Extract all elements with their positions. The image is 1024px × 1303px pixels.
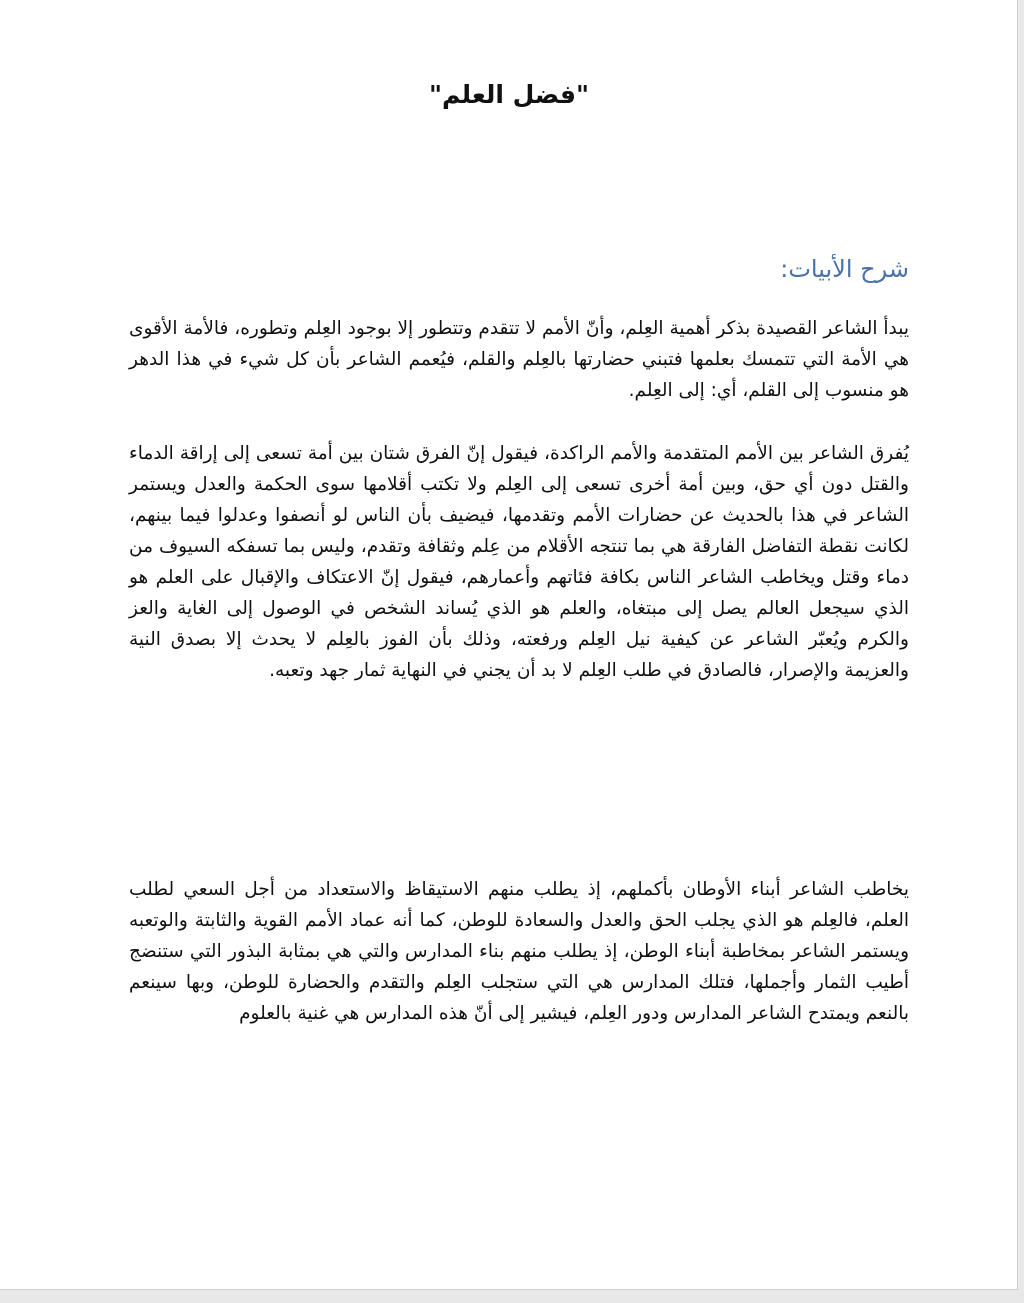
paragraph-3: يخاطب الشاعر أبناء الأوطان بأكملهم، إذ يطلب منهم الاستيقاظ والاستعداد من أجل السعي لطلب العلم، فالعِلم هو الذي يجلب الحق والعدل والسعادة للوطن، كما أنه عماد الأمم القوية والثابتة والوتعبه ويستمر الشاعر بمخاطبة أبناء الوطن، إذ يطلب منهم بناء المدارس والتي هي بمثابة البذور التي ستنضج أطيب الثمار وأجملها، فتلك المدارس هي التي ستجلب العِلم والتقدم والحضارة للوطن، وبها سينعم بالنعم ويمتدح الشاعر المدارس ودور العِلم، فيشير إلى أنّ هذه المدارس هي غنية بالعلوم [129, 879, 909, 1024]
page-title: "فضل العلم" [429, 80, 589, 109]
paragraph-2: يُفرق الشاعر بين الأمم المتقدمة والأمم الراكدة، فيقول إنّ الفرق شتان بين أمة تسعى إلى إراقة الدماء والقتل دون أي حق، وبين أمة أخرى تسعى إلى العِلم ولا تكتب أقلامها سوى الحكمة والعدل ويستمر الشاعر في هذا بالحديث عن حضارات الأمم وتقدمها، فيضيف بأن الناس لو أنصفوا وعدلوا فيما بينهم، لكانت نقطة التفاضل الفارقة هي بما تنتجه الأقلام من عِلم وثقافة وتقدم، وليس بما تسفكه السيوف من دماء وقتل ويخاطب الشاعر الناس بكافة فئاتهم وأعمارهم، فيقول إنّ الاعتكاف والإقبال على العلم هو الذي سيجعل العالم يصل إلى مبتغاه، والعلم هو الذي يُساند الشخص في الوصول إلى الغاية والعز والكرم ويُعبّر الشاعر عن كيفية نيل العِلم ورفعته، وذلك بأن الفوز بالعِلم لا يحدث إلا بصدق النية والعزيمة والإصرار، فالصادق في طلب العِلم لا بد أن يجني في النهاية ثمار جهد وتعبه. [129, 443, 909, 681]
section-heading: شرح الأبيات: [780, 255, 909, 283]
paragraph-1: يبدأ الشاعر القصيدة بذكر أهمية العِلم، وأنّ الأمم لا تتقدم وتتطور إلا بوجود العِلم وتطوره، فالأمة الأقوى هي الأمة التي تتمسك بعلمها فتبني حضارتها بالعِلم والقلم، فيُعمم الشاعر بأن كل شيء في هذا الدهر هو منسوب إلى القلم، أي: إلى العِلم. [129, 318, 909, 401]
